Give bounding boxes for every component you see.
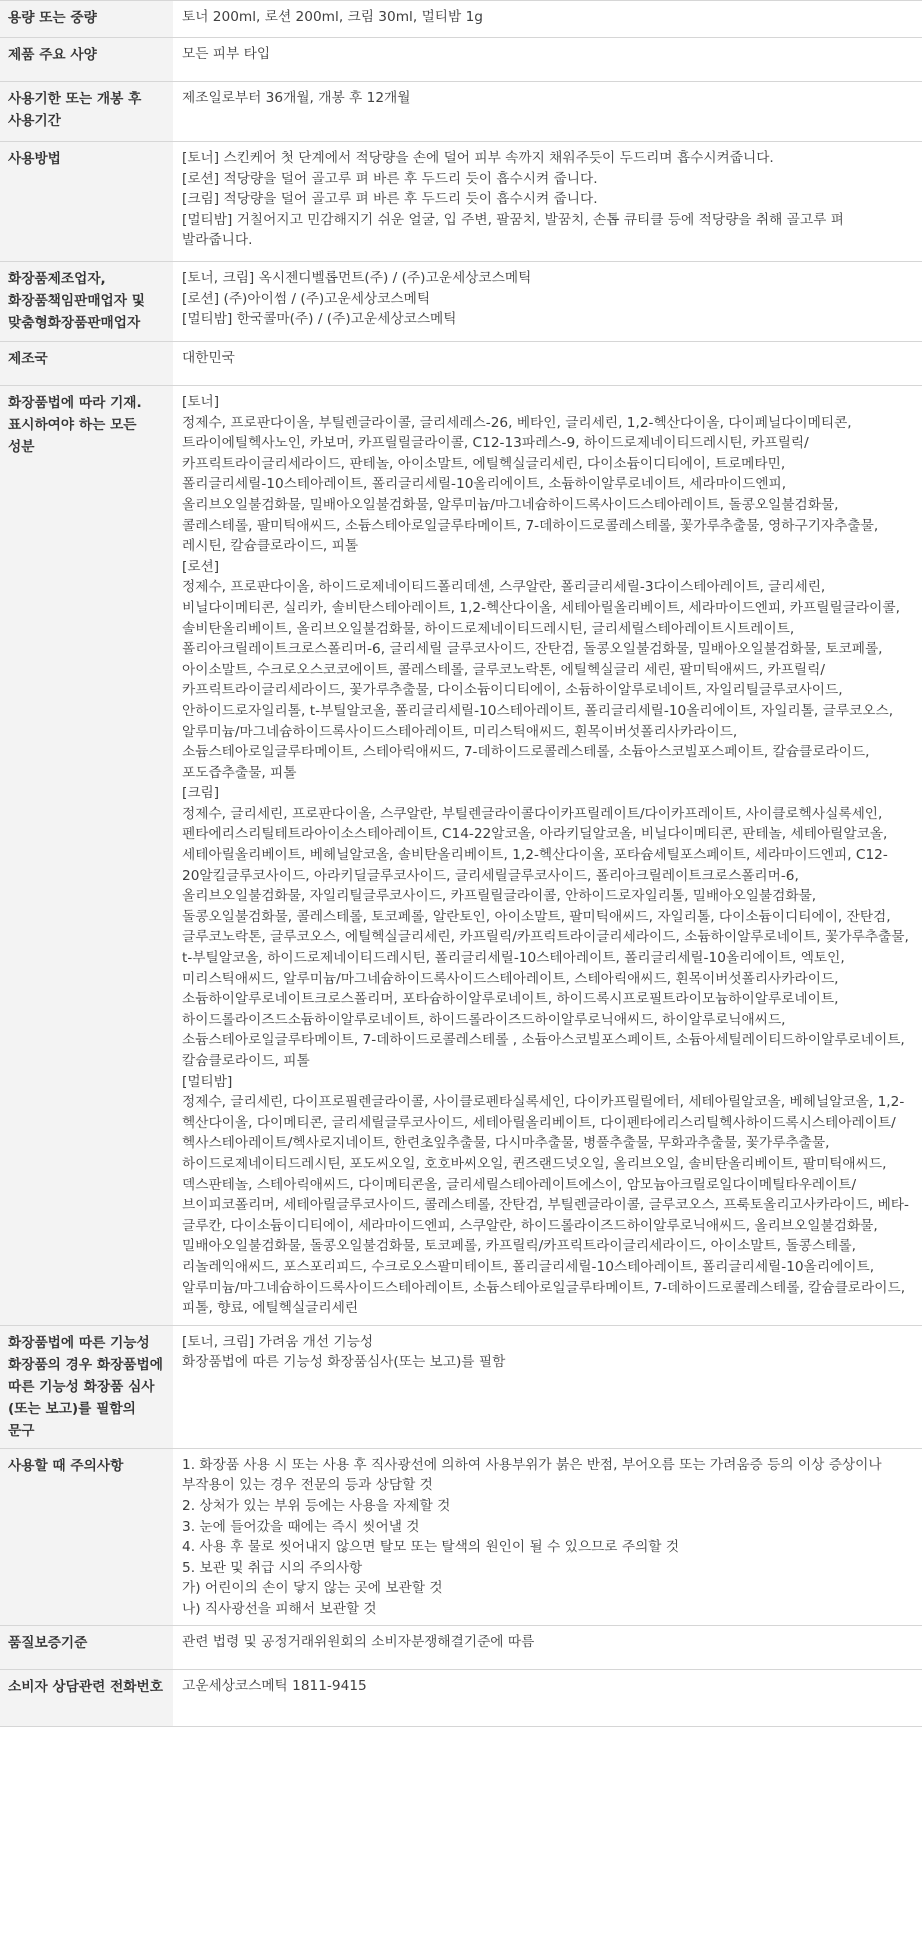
row-label: 소비자 상담관련 전화번호 — [0, 1670, 173, 1726]
info-row-phone — [0, 1670, 922, 1727]
value-line: 고운세상코스메틱 1811-9415 — [182, 1678, 367, 1695]
value-line: [토너] 스킨케어 첫 단계에서 적당량을 손에 덜어 피부 속까지 채워주듯이 두드리며 흡수시켜줍니다. — [182, 150, 774, 166]
row-value — [173, 38, 922, 81]
value-line: [토너, 크림] 가려움 개선 기능성 — [182, 1333, 374, 1350]
info-row-precautions — [0, 1449, 922, 1627]
precaution-item: 1. 화장품 사용 시 또는 사용 후 직사광선에 의하여 사용부위가 붉은 반점, 부어오름 또는 가려움증 등의 이상 증상이나 부작용이 있는 경우 전문의 등과 상담할 것 — [182, 1456, 882, 1494]
value-line: [크림] 적당량을 덜어 골고루 펴 바른 후 두드리 듯이 흡수시켜 줍니다. — [182, 191, 598, 208]
precaution-item: 2. 상처가 있는 부위 등에는 사용을 자제할 것 — [182, 1497, 451, 1514]
value-line: 화장품법에 따른 기능성 화장품심사(또는 보고)를 필함 — [182, 1354, 506, 1371]
row-label: 품질보증기준 — [0, 1626, 173, 1669]
precaution-item: 4. 사용 후 물로 씻어내지 않으면 탈모 또는 탈색의 원인이 될 수 있으므로 주의할 것 — [182, 1539, 680, 1556]
info-row-ingredients — [0, 386, 922, 1326]
value-line: 대한민국 — [182, 350, 235, 366]
ingredient-group-text: 정제수, 글리세린, 다이프로필렌글라이콜, 사이클로펜타실록세인, 다이카프릴릴에터, 세테아릴알코올, 베헤닐알코올, 1,2-헥산다이올, 다이메티콘, 글리세릴글루코사이드, 세테아릴올리베이트, 다이펜타에리스리틸헥사하이드록시스테아레이트/헥사스테아레이트/헥사로지네이트, 한련초잎추출물, 다시마추출물, 병풀추출물, 무화과추출물, 꽃가루추출물, 하이드로제네이티드레시틴, 포도씨오일, 호호바씨오일, 퀸즈랜드넛오일, 올리브오일, 솔비탄올리베이트, 팔미틱애씨드, 덱스판테놀, 스테아릭애씨드, 다이메티콘올, 글리세릴스테아레이트에스이, 암모늄아크릴로일다이메틸타우레이트/브이피코폴리머, 세테아릴글루코사이드, 콜레스테롤, 잔탄검, 부틸렌글라이콜, 글루코오스, 프룩토올리고사카라이드, 베타-글루칸, 다이소듐이디티에이, 세라마이드엔피, 스쿠알란, 하이드롤라이즈드하이알루로닉애씨드, 올리브오일불검화물, 밀배아오일불검화물, 돌콩오일불검화물, 토코페롤, 카프릴릭/카프릭트라이글리세라이드, 아이소말트, 돌콩스테롤, 리놀레익애씨드, 포스포리피드, 수크로오스팔미테이트, 폴리글리세릴-10스테아레이트, 폴리글리세릴-10올리에이트, 알루미늄/마그네슘하이드록사이드스테아레이트, 소듐스테아로일글루타메이트, 7-데하이드로콜레스테롤, 칼슘클로라이드, 피톨, 향료, 에틸헥실글리세린 — [182, 1094, 909, 1317]
value-line: [멀티밤] 한국콜마(주) / (주)고운세상코스메틱 — [182, 311, 457, 328]
ingredient-group-title: [로션] — [182, 558, 220, 575]
ingredient-group-title: [크림] — [182, 785, 220, 802]
row-label: 제조국 — [0, 342, 173, 385]
row-label: 화장품제조업자, 화장품책임판매업자 및 맞춤형화장품판매업자 — [0, 262, 173, 341]
row-value — [173, 1670, 922, 1726]
precaution-item: 가) 어린이의 손이 닿지 않는 곳에 보관할 것 — [182, 1580, 443, 1597]
value-line: [로션] (주)아이썸 / (주)고운세상코스메틱 — [182, 290, 431, 307]
row-value — [173, 82, 922, 141]
row-label: 사용방법 — [0, 142, 173, 261]
ingredient-group-title: [토너] — [182, 394, 220, 410]
ingredient-group-text: 정제수, 글리세린, 프로판다이올, 스쿠알란, 부틸렌글라이콜다이카프릴레이트/다이카프레이트, 사이클로헥사실록세인, 펜타에리스리틸테트라아이소스테아레이트, C14-22알코올, 아라키딜알코올, 비닐다이메티콘, 판테놀, 세테아릴알코올, 세테아릴올리베이트, 베헤닐알코올, 솔비탄올리베이트, 1,2-헥산다이올, 포타슘세틸포스페이트, 세라마이드엔피, C12-20알킬글루코사이드, 아라키딜글루코사이드, 글리세릴글루코사이드, 폴리아크릴레이트크로스폴리머-6, 올리브오일불검화물, 자일리틸글루코사이드, 카프릴릴글라이콜, 안하이드로자일리톨, 밀배아오일불검화물, 돌콩오일불검화물, 콜레스테롤, 토코페롤, 알란토인, 아이소말트, 팔미틱애씨드, 자일리톨, 다이소듐이디티에이, 잔탄검, 글루코노락톤, 글루코오스, 에틸헥실글리세린, 카프릴릭/카프릭트라이글리세라이드, 소듐하이알루로네이트, 꽃가루추출물, t-부틸알코올, 하이드로제네이티드레시틴, 폴리글리세릴-10스테아레이트, 폴리글리세릴-10올리에이트, 엑토인, 미리스틱애씨드, 알루미늄/마그네슘하이드록사이드스테아레이트, 스테아릭애씨드, 흰목이버섯폴리사카라이드, 소듐하이알루로네이트크로스폴리머, 포타슘하이알루로네이트, 하이드록시프로필트라이모늄하이알루로네이트, 하이드롤라이즈드소듐하이알루로네이트, 하이드롤라이즈드하이알루로닉애씨드, 하이알루로닉애씨드, 소듐스테아로일글루타메이트, 7-데하이드로콜레스테롤 , 소듐아스코빌포스페이트, 소듐아세틸레이티드하이알루로네이트, 칼슘클로라이드, 피톨 — [182, 805, 909, 1069]
row-label: 제품 주요 사양 — [0, 38, 173, 81]
value-line: 제조일로부터 36개월, 개봉 후 12개월 — [182, 90, 411, 106]
info-row-expiry — [0, 82, 922, 142]
row-label: 사용기한 또는 개봉 후 사용기간 — [0, 82, 173, 141]
row-value — [173, 1, 922, 37]
row-label: 화장품법에 따른 기능성 화장품의 경우 화장품법에 따른 기능성 화장품 심사(또는 보고)를 필함의 문구 — [0, 1326, 173, 1448]
value-line: [토너, 크림] 옥시젠디벨롭먼트(주) / (주)고운세상코스메틱 — [182, 270, 532, 286]
row-label: 용량 또는 중량 — [0, 1, 173, 37]
ingredients-list — [173, 386, 922, 1325]
info-row-usage — [0, 142, 922, 262]
ingredient-group-text: 정제수, 프로판다이올, 부틸렌글라이콜, 글리세레스-26, 베타인, 글리세린, 1,2-헥산다이올, 다이페닐다이메티콘, 트라이에틸헥사노인, 카보머, 카프릴릴글라이콜, C12-13파레스-9, 하이드로제네이티드레시틴, 카프릴릭/카프릭트라이글리세라이드, 판테놀, 아이소말트, 에틸헥실글리세린, 다이소듐이디티에이, 트로메타민, 폴리글리세릴-10스테아레이트, 폴리글리세릴-10올리에이트, 소듐하이알루로네이트, 세라마이드엔피, 올리브오일불검화물, 밀배아오일불검화물, 알루미늄/마그네슘하이드록사이드스테아레이트, 돌콩오일불검화물, 콜레스테롤, 팔미틱애씨드, 소듐스테아로일글루타메이트, 7-데하이드로콜레스테롤, 꽃가루추출물, 영하구기자추출물, 레시틴, 칼슘클로라이드, 피톨 — [182, 414, 879, 555]
precaution-item: 나) 직사광선을 피해서 보관할 것 — [182, 1600, 377, 1617]
value-line: 토너 200ml, 로션 200ml, 크림 30ml, 멀티밤 1g — [182, 9, 483, 25]
value-line: [로션] 적당량을 덜어 골고루 펴 바른 후 두드리 듯이 흡수시켜 줍니다. — [182, 170, 598, 187]
row-label: 사용할 때 주의사항 — [0, 1449, 173, 1626]
row-value — [173, 342, 922, 385]
ingredient-group-text: 정제수, 프로판다이올, 하이드로제네이티드폴리데센, 스쿠알란, 폴리글리세릴-3다이스테아레이트, 글리세린, 비닐다이메티콘, 실리카, 솔비탄스테아레이트, 1,2-헥산다이올, 세테아릴올리베이트, 세라마이드엔피, 카프릴릴글라이콜, 솔비탄올리베이트, 올리브오일불검화물, 하이드로제네이티드레시틴, 글리세릴스테아레이트시트레이트, 폴리아크릴레이트크로스폴리머-6, 글리세릴 글루코사이드, 잔탄검, 돌콩오일불검화물, 밀배아오일불검화물, 토코페롤, 아이소말트, 수크로오스코코에이트, 콜레스테롤, 글루코노락톤, 에틸헥실글리 세린, 팔미틱애씨드, 카프릴릭/카프릭트라이글리세라이드, 꽃가루추출물, 다이소듐이디티에이, 소듐하이알루로네이트, 자일리틸글루코사이드, 안하이드로자일리톨, t-부틸알코올, 폴리글리세릴-10스테아레이트, 폴리글리세릴-10올리에이트, 자일리톨, 글루코오스, 알루미늄/마그네슘하이드록사이드스테아레이트, 미리스틱애씨드, 흰목이버섯폴리사카라이드, 소듐스테아로일글루타메이트, 스테아릭애씨드, 7-데하이드로콜레스테롤, 소듐아스코빌포스페이트, 칼슘클로라이드, 포도즙추출물, 피톨 — [182, 579, 900, 781]
row-value — [173, 262, 922, 341]
info-row-quality — [0, 1626, 922, 1670]
row-value — [173, 1626, 922, 1669]
info-row-volume — [0, 1, 922, 38]
row-value — [173, 1449, 922, 1626]
info-row-spec — [0, 38, 922, 82]
row-value — [173, 142, 922, 261]
ingredient-group-title: [멀티밤] — [182, 1073, 233, 1090]
info-row-functional — [0, 1326, 922, 1449]
precaution-item: 5. 보관 및 취급 시의 주의사항 — [182, 1559, 363, 1576]
value-line: [멀티밤] 거칠어지고 민감해지기 쉬운 얼굴, 입 주변, 팔꿈치, 발꿈치, 손톱 큐티클 등에 적당량을 취해 골고루 펴 발라줍니다. — [182, 211, 844, 249]
info-row-origin — [0, 342, 922, 386]
value-line: 관련 법령 및 공정거래위원회의 소비자분쟁해결기준에 따름 — [182, 1634, 535, 1651]
row-label: 화장품법에 따라 기재.표시하여야 하는 모든 성분 — [0, 386, 173, 1325]
precaution-item: 3. 눈에 들어갔을 때에는 즉시 씻어낼 것 — [182, 1518, 420, 1535]
value-line: 모든 피부 타입 — [182, 46, 271, 62]
info-row-manufacturer — [0, 262, 922, 342]
row-value — [173, 1326, 922, 1448]
